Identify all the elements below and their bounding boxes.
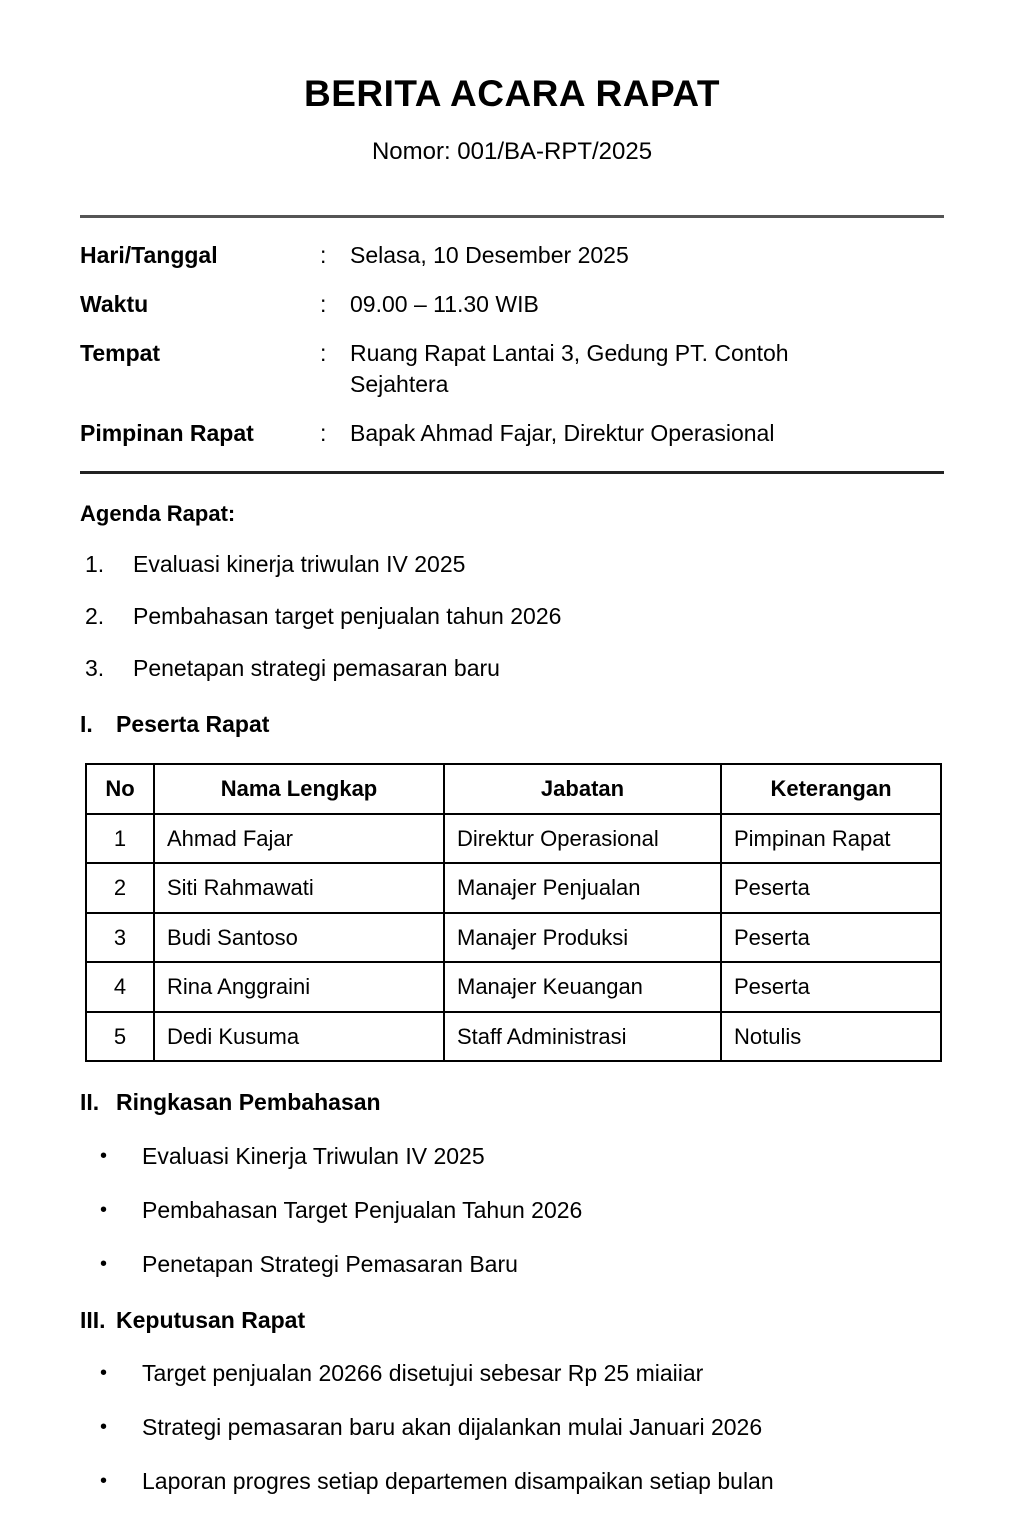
metadata-value: Ruang Rapat Lantai 3, Gedung PT. Contoh Sejahtera: [350, 339, 789, 398]
agenda-list: [0, 550, 1024, 684]
list-marker: 2.: [85, 603, 105, 630]
bullet-icon: •: [100, 1252, 108, 1275]
list-item-text: Evaluasi kinerja triwulan IV 2025: [133, 551, 466, 578]
metadata-colon: :: [320, 290, 327, 317]
cell-keterangan: Pimpinan Rapat: [721, 814, 941, 864]
list-item: [100, 1359, 1024, 1389]
table-row: [86, 913, 941, 963]
decisions-list: [0, 1359, 1024, 1497]
table-row: [86, 863, 941, 913]
agenda-heading: Agenda Rapat:: [80, 500, 236, 526]
cell-nama: Siti Rahmawati: [154, 863, 444, 913]
list-item-text: Strategi pemasaran baru akan dijalankan mulai Januari 2026: [142, 1414, 763, 1441]
list-item: [100, 1413, 1024, 1443]
list-item-text: Penetapan strategi pemasaran baru: [133, 655, 500, 682]
cell-nama: Budi Santoso: [154, 913, 444, 963]
section-numeral: III.: [80, 1306, 106, 1333]
list-marker: 1.: [85, 551, 105, 578]
cell-keterangan: Peserta: [721, 863, 941, 913]
metadata-value: Bapak Ahmad Fajar, Direktur Operasional: [350, 420, 775, 447]
list-item-text: Laporan progres setiap departemen disampaikan setiap bulan: [142, 1468, 774, 1495]
bullet-icon: •: [100, 1362, 108, 1385]
participants-table: [85, 763, 942, 1062]
section-heading-peserta-rapat: [80, 684, 1024, 740]
document-number: Nomor: 001/BA-RPT/2025: [371, 138, 653, 166]
metadata-colon: :: [320, 339, 327, 366]
metadata-label: Hari/Tanggal: [80, 242, 218, 269]
bullet-icon: •: [100, 1416, 108, 1439]
participants-table-wrapper: [85, 763, 944, 1062]
list-item: [85, 654, 1024, 684]
section-heading-keputusan-rapat: [80, 1280, 1024, 1336]
metadata-value: 09.00 – 11.30 WIB: [350, 290, 539, 317]
metadata-colon: :: [320, 420, 327, 447]
table-row: [86, 1012, 941, 1062]
metadata-row-date: [80, 240, 944, 272]
cell-nama: Rina Anggraini: [154, 962, 444, 1012]
metadata-label: Tempat: [80, 339, 161, 366]
cell-keterangan: Peserta: [721, 913, 941, 963]
column-header-nama: Nama Lengkap: [154, 764, 444, 814]
section-heading-ringkasan-pembahasan: [80, 1062, 1024, 1118]
section-numeral: I.: [80, 711, 93, 738]
column-header-jabatan: Jabatan: [444, 764, 721, 814]
table-header-row: [86, 764, 941, 814]
section-title: Peserta Rapat: [116, 711, 270, 738]
column-header-keterangan: Keterangan: [721, 764, 941, 814]
cell-jabatan: Manajer Keuangan: [444, 962, 721, 1012]
cell-jabatan: Staff Administrasi: [444, 1012, 721, 1062]
table-row: [86, 962, 941, 1012]
table-row: [86, 814, 941, 864]
bullet-icon: •: [100, 1470, 108, 1493]
bullet-icon: •: [100, 1144, 108, 1167]
metadata-row-time: [80, 289, 944, 321]
list-item-text: Pembahasan Target Penjualan Tahun 2026: [142, 1196, 583, 1223]
list-item-text: Pembahasan target penjualan tahun 2026: [133, 603, 562, 630]
cell-keterangan: Peserta: [721, 962, 941, 1012]
cell-jabatan: Direktur Operasional: [444, 814, 721, 864]
cell-nama: Ahmad Fajar: [154, 814, 444, 864]
cell-jabatan: Manajer Produksi: [444, 913, 721, 963]
list-item: [100, 1250, 1024, 1280]
metadata-label: Waktu: [80, 290, 149, 317]
metadata-label: Pimpinan Rapat: [80, 420, 254, 447]
cell-keterangan: Notulis: [721, 1012, 941, 1062]
cell-jabatan: Manajer Penjualan: [444, 863, 721, 913]
list-item: [100, 1142, 1024, 1172]
section-numeral: II.: [80, 1089, 100, 1116]
section-title: Keputusan Rapat: [116, 1306, 306, 1333]
page-title: BERITA ACARA RAPAT: [304, 73, 720, 114]
list-item-text: Penetapan Strategi Pemasaran Baru: [142, 1250, 518, 1277]
cell-no: 5: [86, 1012, 154, 1062]
bullet-icon: •: [100, 1198, 108, 1221]
list-item-text: Target penjualan 20266 disetujui sebesar Rp 25 miaiiar: [142, 1360, 704, 1387]
list-item: [85, 602, 1024, 632]
list-item: [85, 550, 1024, 580]
list-item: [100, 1196, 1024, 1226]
metadata-value: Selasa, 10 Desember 2025: [350, 242, 629, 269]
meeting-metadata: [80, 218, 944, 450]
cell-no: 2: [86, 863, 154, 913]
metadata-row-place: [80, 338, 944, 401]
metadata-colon: :: [320, 242, 327, 269]
column-header-no: No: [86, 764, 154, 814]
list-marker: 3.: [85, 655, 105, 682]
cell-nama: Dedi Kusuma: [154, 1012, 444, 1062]
cell-no: 1: [86, 814, 154, 864]
section-title: Ringkasan Pembahasan: [116, 1089, 381, 1116]
cell-no: 3: [86, 913, 154, 963]
cell-no: 4: [86, 962, 154, 1012]
list-item-text: Evaluasi Kinerja Triwulan IV 2025: [142, 1142, 485, 1169]
list-item: [100, 1467, 1024, 1497]
metadata-row-chair: [80, 418, 944, 450]
summary-list: [0, 1142, 1024, 1280]
